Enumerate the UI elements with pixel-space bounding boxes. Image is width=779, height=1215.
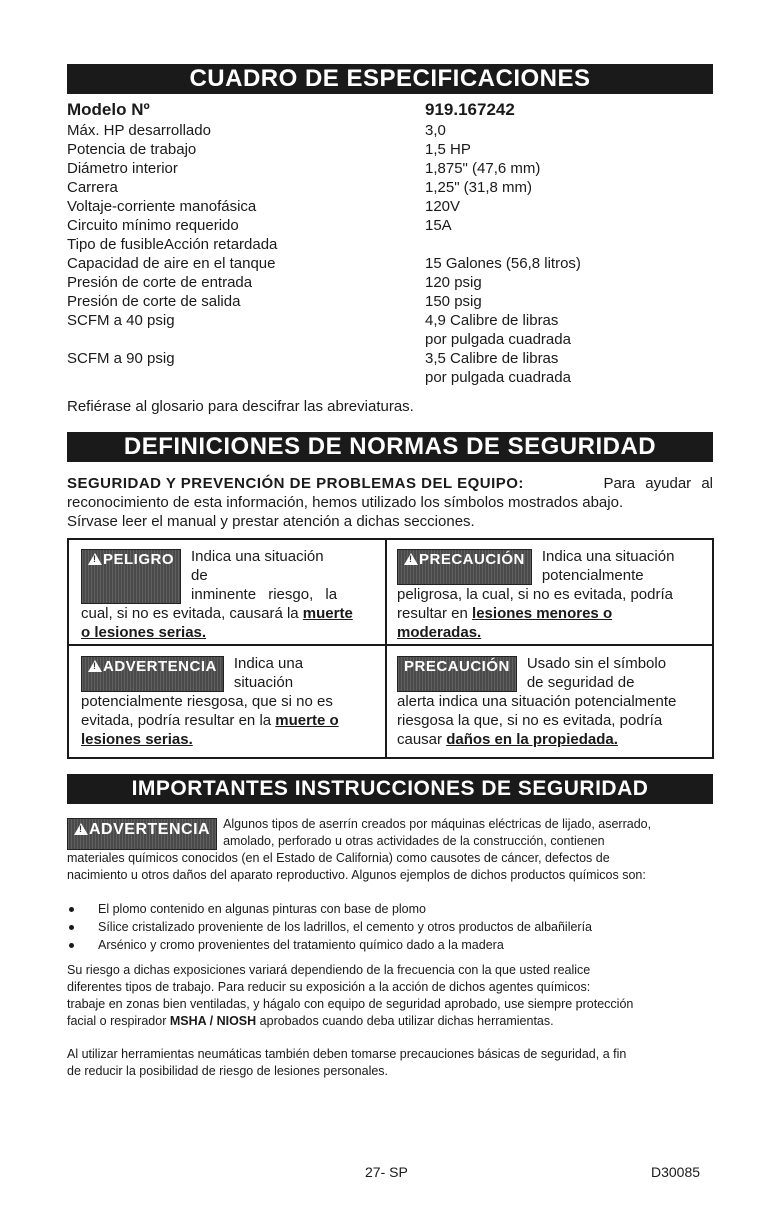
spec-row-value: 1,5 HP [425,141,471,158]
grid-horizontal-divider [69,644,712,646]
peligro-badge: !PELIGRO [81,549,181,604]
bullet-item: Arsénico y cromo provenientes del tratamiento químico dado a la madera [98,938,504,952]
spec-row-label: Voltaje-corriente manofásica [67,198,257,215]
spec-row-label: Potencia de trabajo [67,141,197,158]
warning-triangle-icon [88,553,102,565]
spec-row-label: Capacidad de aire en el tanque [67,255,276,272]
spec-row-value: 120V [425,198,461,215]
spec-row-label: Tipo de fusibleAcción retardada [67,236,278,253]
spec-row-label: SCFM a 40 psig [67,312,175,329]
intro-line-3: Sírvase leer el manual y prestar atención a dichas secciones. [67,513,475,530]
advertencia-badge: !ADVERTENCIA [81,656,224,692]
bullet-item: Sílice cristalizado proveniente de los ladrillos, el cemento y otros productos de albañilería [98,920,593,934]
warning-triangle-icon [404,553,418,565]
precaucion-badge-1: !PRECAUCIÓN [397,549,532,585]
definitions-grid [67,538,714,759]
bullet-dot [69,943,74,948]
instructions-warning: !ADVERTENCIA Algunos tipos de aserrín creados por máquinas eléctricas de lijado, aserrado, amolado, perforado u otras actividades de la construcción, contienen materiales químicos conocidos (en el Estado de California) como causotes de cáncer, defectos de nacimiento u otros daños del aparato reproductivo. Algunos ejemplos de dichos productos químicos son: [67,816,717,884]
spec-row-value: 1,25" (31,8 mm) [425,179,533,196]
model-value: 919.167242 [425,100,515,119]
intro-bold: SEGURIDAD Y PREVENCIÓN DE PROBLEMAS DEL EQUIPO: [67,475,524,492]
spec-note: Refiérase al glosario para descifrar las abreviaturas. [67,398,414,415]
precaucion-cell-2: PRECAUCIÓN Usado sin el símbolo de seguridad de alerta indica una situación potencialmente riesgosa la que, si no es evitada, podría causar daños en la propiedada. [397,655,677,748]
spec-row-label: Circuito mínimo requerido [67,217,239,234]
spec-row-value: 1,875" (47,6 mm) [425,160,541,177]
document-code: D30085 [651,1164,701,1180]
spec-row-value: 150 psig [425,293,482,310]
advertencia-cell: !ADVERTENCIA Indica una situación potencialmente riesgosa, que si no es evitada, podría resultar en la muerte o lesiones serias. [81,654,377,749]
spec-row-value: por pulgada cuadrada [425,369,571,386]
spec-row-value: 4,9 Calibre de libras [425,312,559,329]
spec-row-label: Carrera [67,179,118,196]
definitions-intro [67,474,713,531]
bullet-item: El plomo contenido en algunas pinturas con base de plomo [98,902,426,916]
risk-paragraph: Su riesgo a dichas exposiciones variará dependiendo de la frecuencia con la que usted realice diferentes tipos de trabajo. Para reducir su exposición a la acción de dichos agentes químicos: trabaje en zonas bien ventiladas, y hágalo con equipo de seguridad aprobado, use siempre protección facial o respirador MSHA / NIOSH aprobados cuando deba utilizar dichas herramientas. [67,963,634,1028]
warning-triangle-icon [74,823,88,835]
warning-triangle-icon [88,660,102,672]
spec-row-label: Diámetro interior [67,160,178,177]
spec-row-value: 120 psig [425,274,482,291]
intro-rest: Para ayudar al [603,475,713,492]
precaucion-badge-2: PRECAUCIÓN [397,656,517,692]
peligro-cell: !PELIGRO Indica una situación de inminente riesgo, la cual, si no es evitada, causará la muerte o lesiones serias. [81,547,377,642]
definitions-title: DEFINICIONES DE NORMAS DE SEGURIDAD [67,432,713,462]
page-number: 27- SP [365,1164,408,1180]
precaucion-cell-1: !PRECAUCIÓN Indica una situación potencialmente peligrosa, la cual, si no es evitada, podría resultar en lesiones menores o moderadas. [397,547,703,642]
spec-row-label: Presión de corte de entrada [67,274,253,291]
bullet-dot [69,907,74,912]
spec-row-value: 3,5 Calibre de libras [425,350,559,367]
spec-row-label: Máx. HP desarrollado [67,122,211,139]
spec-row-value: por pulgada cuadrada [425,331,571,348]
spec-row-value: 15 Galones (56,8 litros) [425,255,581,272]
bullet-dot [69,925,74,930]
spec-row-value: 3,0 [425,122,446,139]
grid-vertical-divider [385,540,387,757]
spec-row-label: Presión de corte de salida [67,293,241,310]
tools-paragraph: Al utilizar herramientas neumáticas también deben tomarse precauciones básicas de seguridad, a fin de reducir la posibilidad de riesgo de lesiones personales. [67,1047,627,1078]
spec-chart-title: CUADRO DE ESPECIFICACIONES [67,64,713,94]
model-label: Modelo Nº [67,100,150,119]
spec-row-value: 15A [425,217,452,234]
spec-row-label: SCFM a 90 psig [67,350,175,367]
instructions-advertencia-badge: !ADVERTENCIA [67,818,217,850]
instructions-title: IMPORTANTES INSTRUCCIONES DE SEGURIDAD [67,774,713,804]
intro-line-2: reconocimiento de esta información, hemos utilizado los símbolos mostrados abajo. [67,494,624,511]
